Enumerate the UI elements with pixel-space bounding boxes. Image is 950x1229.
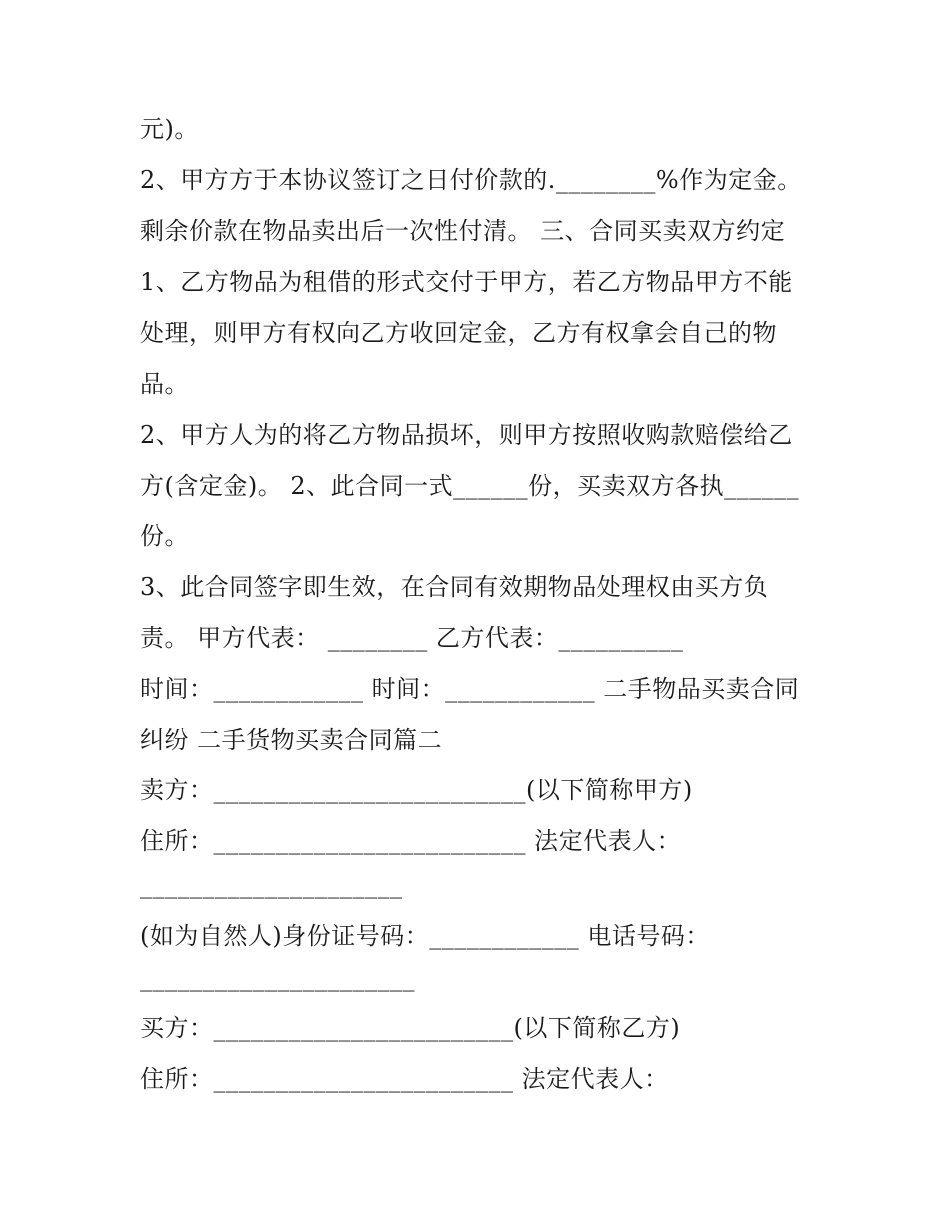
text-line: 1、乙方物品为租借的形式交付于甲方，若乙方物品甲方不能 [140, 268, 793, 296]
text-line: 品。 [140, 370, 189, 398]
text-line: 3、此合同签字即生效，在合同有效期物品处理权由买方负 [140, 573, 769, 601]
blank-line: _____________________ [140, 871, 403, 899]
text-line: 2、甲方方于本协议签订之日付价款的.________%作为定金。 [140, 166, 802, 194]
buyer-field: 买方：________________________(以下简称乙方) [140, 1014, 681, 1042]
text-line: 2、甲方人为的将乙方物品损坏，则甲方按照收购款赔偿给乙 [140, 421, 793, 449]
text-line: 份。 [140, 522, 189, 550]
text-line: 处理，则甲方有权向乙方收回定金，乙方有权拿会自己的物 [140, 319, 777, 347]
text-line: 方(含定金)。 2、此合同一式______份，买卖双方各执______ [140, 472, 800, 500]
seller-field: 卖方：_________________________(以下简称甲方) [140, 776, 693, 804]
seller-address-field: 住所：_________________________ 法定代表人： [140, 827, 682, 855]
section-title: 纠纷 二手货物买卖合同篇二 [140, 726, 443, 754]
blank-line: ______________________ [140, 964, 415, 992]
signature-line: 责。 甲方代表： ________ 乙方代表：__________ [140, 624, 684, 652]
text-line: 元)。 [140, 115, 199, 143]
id-phone-field: (如为自然人)身份证号码：____________ 电话号码： [140, 922, 710, 950]
date-line: 时间：____________ 时间：____________ 二手物品买卖合同 [140, 675, 800, 703]
buyer-address-field: 住所：________________________ 法定代表人： [140, 1065, 669, 1093]
text-line: 剩余价款在物品卖出后一次性付清。 三、合同买卖双方约定 [140, 217, 786, 245]
